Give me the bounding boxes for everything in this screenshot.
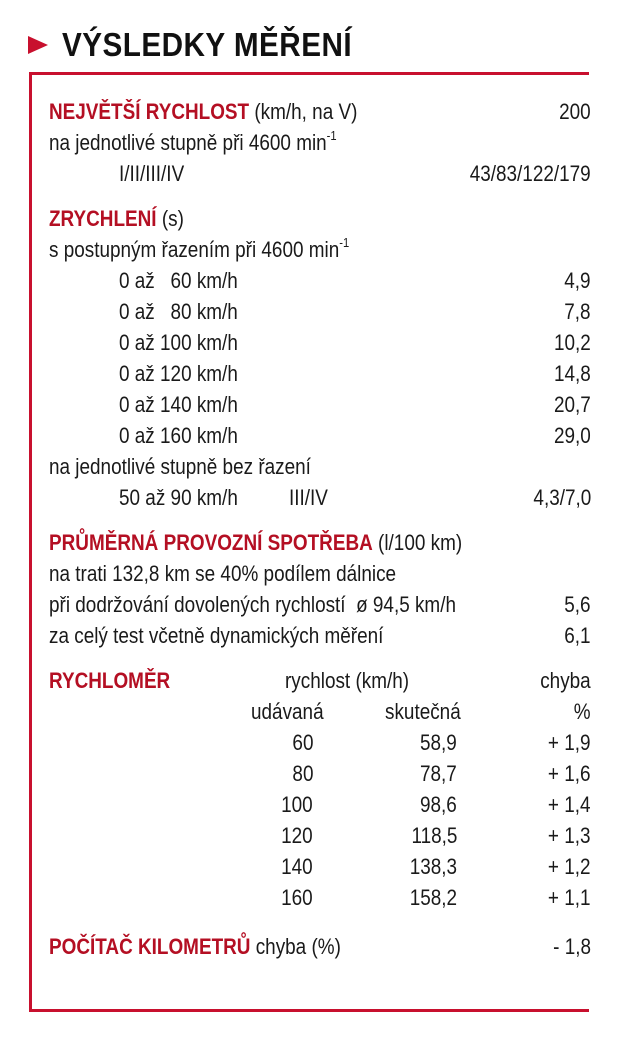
noshift-range: 50 až 90 km/h [119, 485, 238, 510]
gears-label-sup: -1 [326, 128, 337, 143]
noshift-value: 4,3/7,0 [533, 485, 591, 510]
consumption-heading: PRŮMĚRNÁ PROVOZNÍ SPOTŘEBA [49, 530, 373, 555]
noshift-label: na jednotlivé stupně bez řazení [49, 454, 311, 479]
odometer-unit: chyba (%) [255, 934, 341, 959]
error-value: + 1,6 [548, 761, 591, 786]
acceleration-row-label: 0 až 80 km/h [119, 299, 238, 324]
acceleration-row-value: 10,2 [554, 330, 591, 355]
speedometer-heading: RYCHLOMĚR [49, 668, 171, 693]
error-column-header: chyba [540, 668, 591, 693]
acceleration-row [49, 420, 591, 451]
acceleration-row-value: 29,0 [554, 423, 591, 448]
consumption-heading-row [49, 527, 591, 558]
shift-label: s postupným řazením při 4600 min [49, 237, 340, 262]
acceleration-row [49, 265, 591, 296]
acceleration-row [49, 358, 591, 389]
speedometer-subheader-row [49, 696, 591, 727]
indicated-value: 80 [291, 761, 313, 786]
indicated-value: 160 [281, 885, 313, 910]
error-value: + 1,9 [548, 730, 591, 755]
gears-values-row [49, 158, 591, 189]
acceleration-row-label: 0 až 100 km/h [119, 330, 238, 355]
acceleration-heading-row [49, 203, 591, 234]
gears-values: 43/83/122/179 [469, 161, 591, 186]
indicated-subheader: udávaná [251, 699, 324, 724]
actual-value: 158,2 [409, 885, 457, 910]
consumption-line-2-text: při dodržování dovolených rychlostí ø 94,5 km/h [49, 592, 456, 617]
page-title [28, 22, 384, 68]
gears-label-row [49, 127, 591, 158]
actual-subheader: skutečná [385, 699, 461, 724]
acceleration-row [49, 296, 591, 327]
acceleration-unit: (s) [161, 206, 184, 231]
speedometer-heading-row [49, 665, 591, 696]
speedometer-row [49, 820, 591, 851]
consumption-line-1 [49, 558, 591, 589]
odometer-row [49, 931, 591, 962]
play-arrow-icon [28, 36, 48, 54]
acceleration-row-label: 0 až 60 km/h [119, 268, 238, 293]
actual-value: 78,7 [420, 761, 457, 786]
indicated-value: 100 [281, 792, 313, 817]
acceleration-row-value: 4,9 [564, 268, 591, 293]
max-speed-value: 200 [559, 99, 591, 124]
actual-value: 118,5 [411, 823, 457, 848]
error-value: + 1,2 [548, 854, 591, 879]
percent-subheader: % [574, 699, 591, 724]
acceleration-row [49, 327, 591, 358]
speedometer-row [49, 727, 591, 758]
acceleration-row-value: 20,7 [554, 392, 591, 417]
error-value: + 1,3 [548, 823, 591, 848]
consumption-unit: (l/100 km) [378, 530, 463, 555]
shift-label-sup: -1 [339, 235, 350, 250]
actual-value: 138,3 [409, 854, 457, 879]
consumption-line-1-text: na trati 132,8 km se 40% podílem dálnice [49, 561, 397, 586]
acceleration-row-label: 0 až 160 km/h [119, 423, 238, 448]
acceleration-row-value: 14,8 [554, 361, 591, 386]
consumption-line-3-value: 6,1 [564, 623, 591, 648]
noshift-row [49, 482, 591, 513]
odometer-value: - 1,8 [553, 934, 591, 959]
max-speed-heading: NEJVĚTŠÍ RYCHLOST [49, 99, 250, 124]
indicated-value: 140 [281, 854, 313, 879]
title-text: VÝSLEDKY MĚŘENÍ [62, 26, 353, 63]
speedometer-row [49, 851, 591, 882]
speedometer-row [49, 789, 591, 820]
acceleration-row-label: 0 až 140 km/h [119, 392, 238, 417]
results-content [49, 96, 591, 962]
consumption-line-3 [49, 620, 591, 651]
acceleration-heading: ZRYCHLENÍ [49, 206, 157, 231]
noshift-gears: III/IV [289, 485, 328, 510]
odometer-heading: POČÍTAČ KILOMETRŮ [49, 934, 251, 959]
actual-value: 58,9 [420, 730, 457, 755]
acceleration-row-value: 7,8 [564, 299, 591, 324]
speedometer-row [49, 882, 591, 913]
actual-value: 98,6 [420, 792, 457, 817]
gears-label: na jednotlivé stupně při 4600 min [49, 130, 327, 155]
acceleration-row-label: 0 až 120 km/h [119, 361, 238, 386]
max-speed-heading-row [49, 96, 591, 127]
error-value: + 1,1 [548, 885, 591, 910]
noshift-label-row [49, 451, 591, 482]
indicated-value: 60 [291, 730, 313, 755]
consumption-line-2-value: 5,6 [564, 592, 591, 617]
consumption-line-3-text: za celý test včetně dynamických měření [49, 623, 384, 648]
indicated-value: 120 [281, 823, 313, 848]
speed-column-header: rychlost (km/h) [285, 668, 410, 693]
speedometer-row [49, 758, 591, 789]
acceleration-row [49, 389, 591, 420]
consumption-line-2 [49, 589, 591, 620]
gears-names: I/II/III/IV [119, 161, 185, 186]
error-value: + 1,4 [548, 792, 591, 817]
max-speed-unit: (km/h, na V) [254, 99, 358, 124]
shift-label-row [49, 234, 591, 265]
